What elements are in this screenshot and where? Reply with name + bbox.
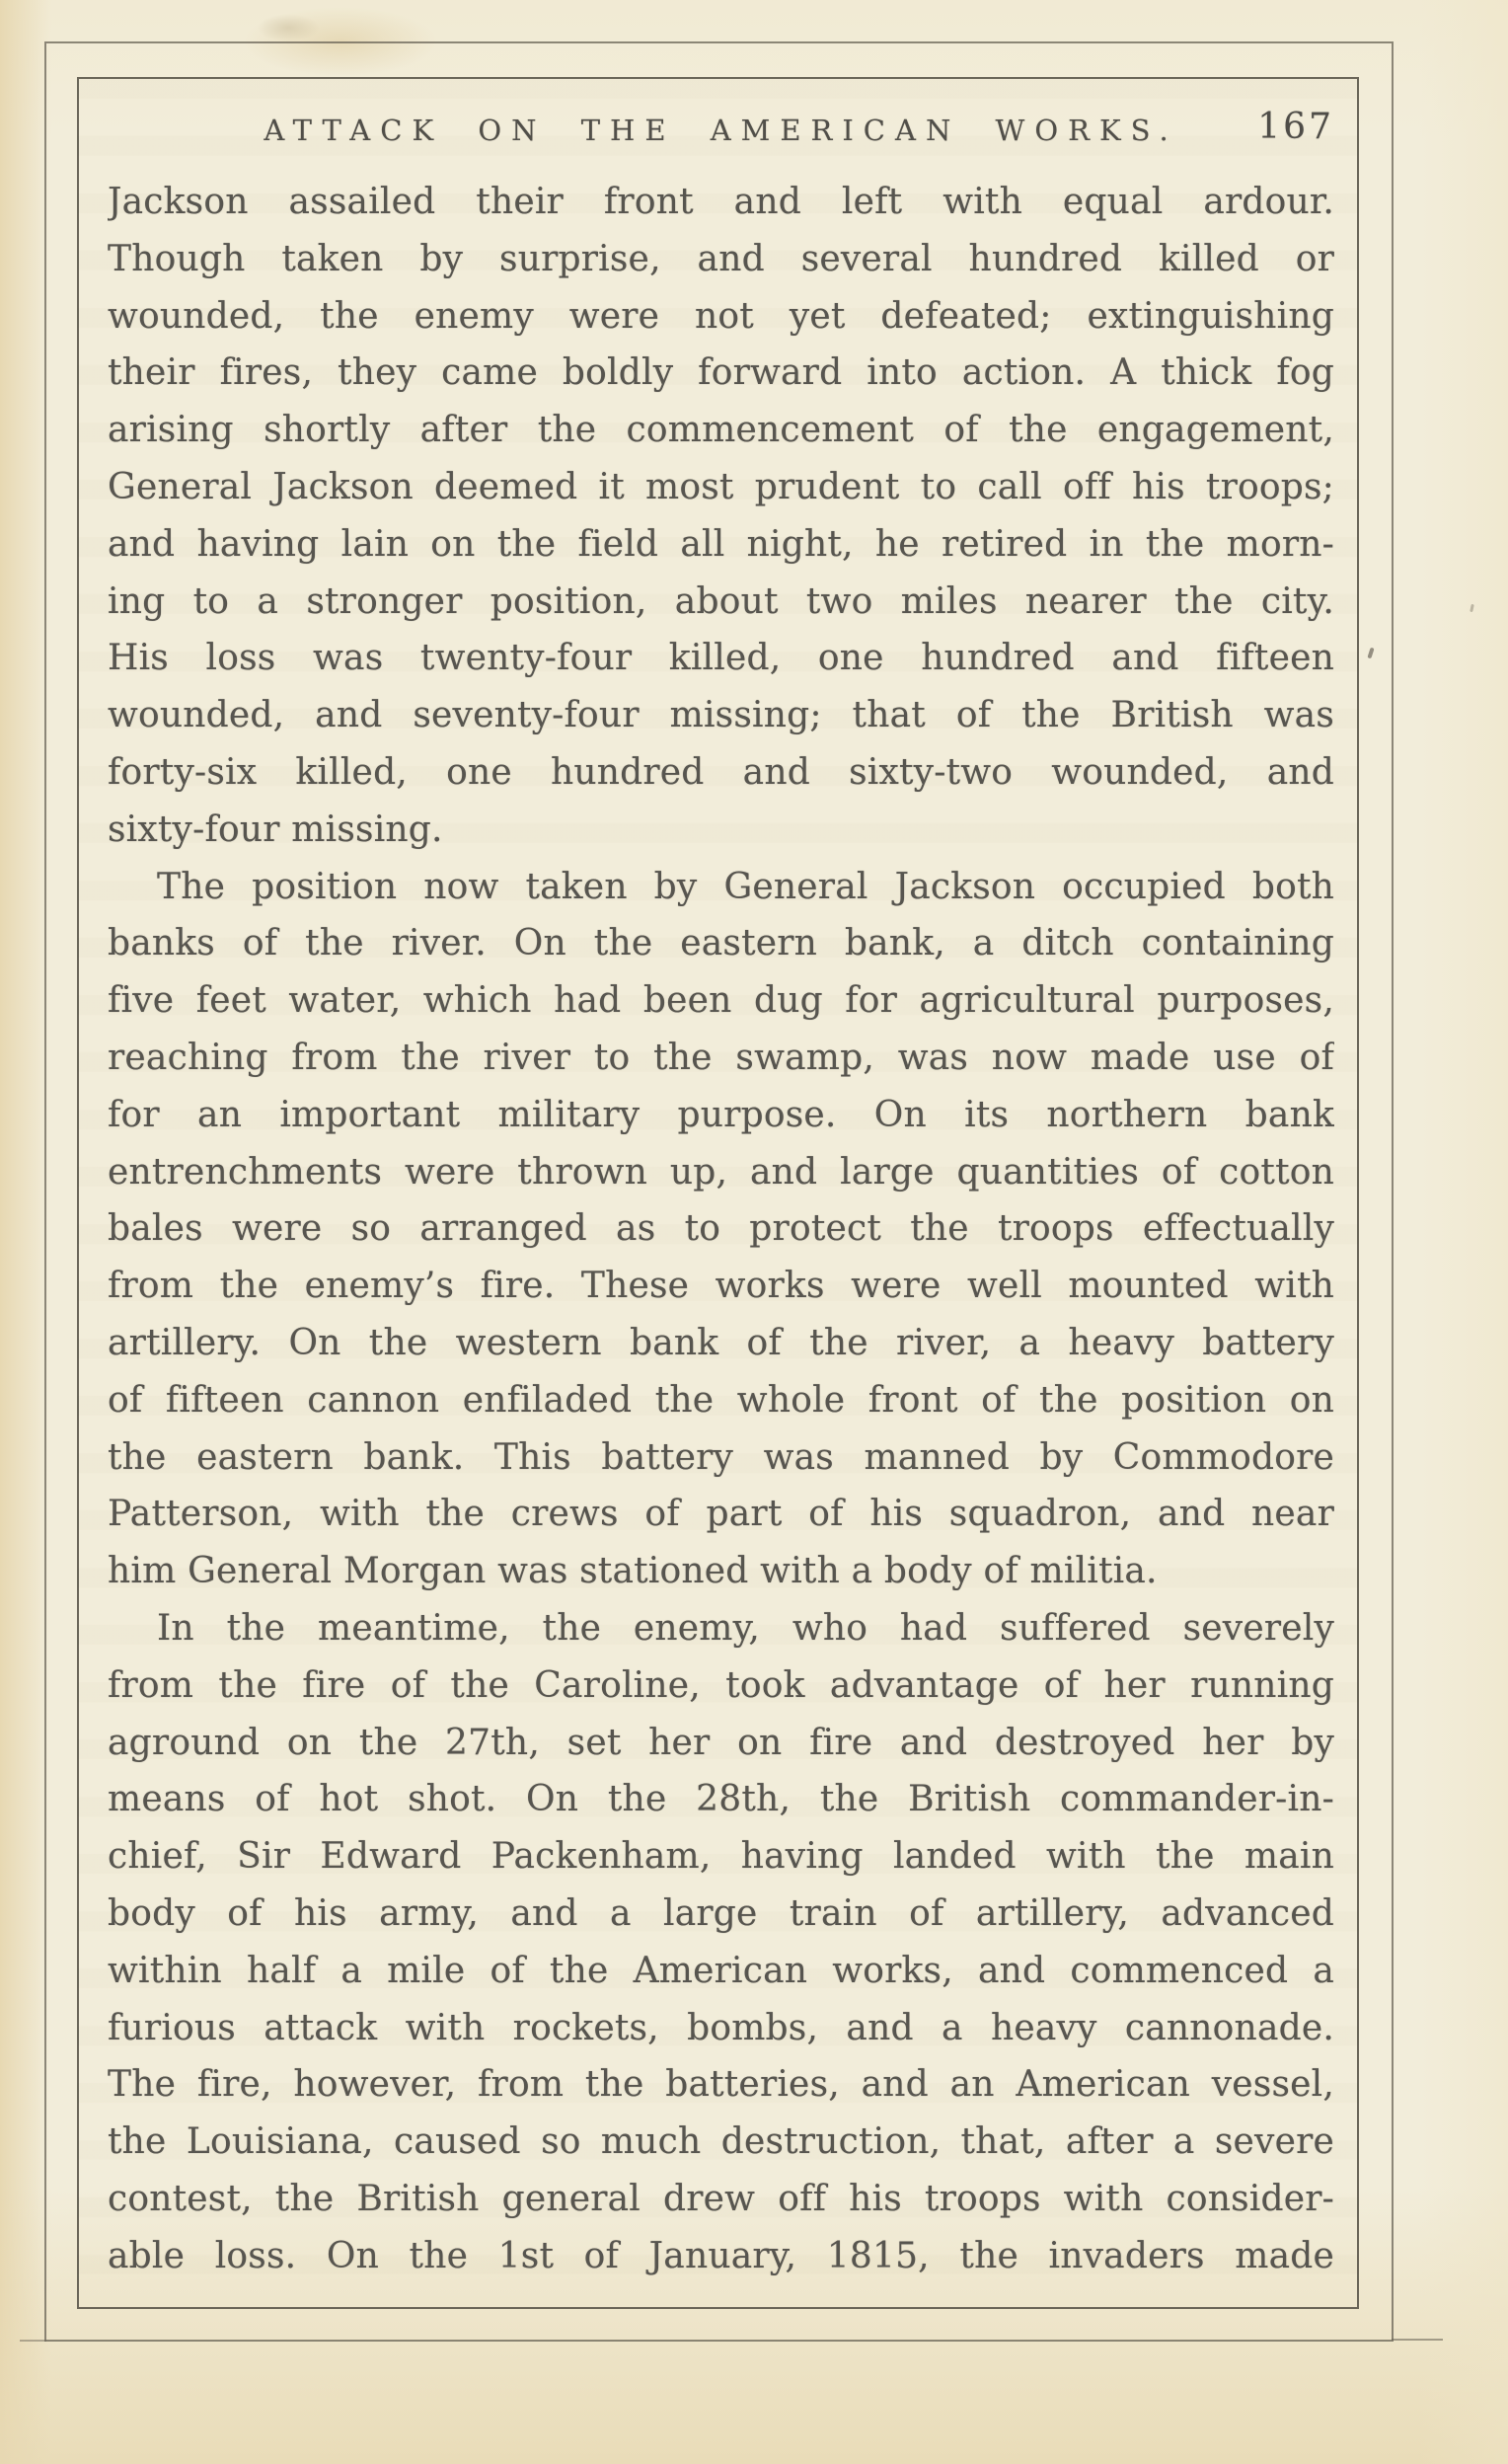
text-line: Jackson assailed their front and left with equal ardour. [108,182,1334,222]
text-line: furious attack with rockets, bombs, and a heavy cannonade. [108,2007,1334,2048]
text-line: able loss. On the 1st of January, 1815, the invaders made [108,2235,1334,2276]
running-head-title: ATTACK ON THE AMERICAN WORKS. [264,114,1178,147]
text-line: from the fire of the Caroline, took advantage of her running [108,1664,1334,1706]
text-line: forty-six killed, one hundred and sixty-two wounded, and [108,751,1334,793]
text-line: Though taken by surprise, and several hundred killed or [108,238,1334,279]
paragraph [108,174,1334,859]
text-line: In the meantime, the enemy, who had suffered severely [157,1607,1334,1649]
text-line: body of his army, and a large train of artillery, advanced [108,1892,1334,1934]
text-line: General Jackson deemed it most prudent to call off his troops; [108,466,1334,507]
text-line: the Louisiana, caused so much destruction, that, after a severe [108,2121,1334,2163]
inner-border-frame [77,77,1359,2309]
body-text [108,174,1334,2284]
page-number: 167 [1257,107,1334,147]
bottom-rule-overshoot [1392,2339,1443,2341]
running-header [108,109,1334,152]
text-line: The position now taken by General Jackson occupied both [157,866,1334,907]
text-line: arising shortly after the commencement of the engagement, [108,410,1334,451]
text-line: contest, the British general drew off his troops with consider- [108,2178,1334,2219]
text-line: entrenchments were thrown up, and large quantities of cotton [108,1151,1334,1193]
text-line: of fifteen cannon enfiladed the whole front of the position on [108,1379,1334,1421]
text-line: from the enemy’s fire. These works were well mounted with [108,1266,1334,1307]
text-line: sixty-four missing. [108,808,443,850]
text-line: wounded, and seventy-four missing; that of the British was [108,695,1334,736]
text-line: wounded, the enemy were not yet defeated; extinguishing [108,295,1334,337]
text-line: him General Morgan was stationed with a body of militia. [108,1551,1158,1592]
text-line: and having lain on the field all night, he retired in the morn- [108,523,1334,565]
text-line: five feet water, which had been dug for agricultural purposes, [108,980,1334,1022]
paragraph [108,1600,1334,2285]
text-line: bales were so arranged as to protect the troops effectually [108,1208,1334,1250]
text-line: Patterson, with the crews of part of his squadron, and near [108,1494,1334,1535]
text-line: reaching from the river to the swamp, was now made use of [108,1037,1334,1078]
text-line: means of hot shot. On the 28th, the British commander-in- [108,1779,1334,1820]
text-line: for an important military purpose. On its northern bank [108,1094,1334,1135]
text-line: The fire, however, from the batteries, and an American vessel, [108,2064,1334,2106]
bottom-rule-overshoot-left [20,2340,46,2342]
ink-speck [1470,604,1474,612]
text-line: aground on the 27th, set her on fire and destroyed her by [108,1722,1334,1763]
text-line: artillery. On the western bank of the river, a heavy battery [108,1322,1334,1363]
paragraph [108,859,1334,1600]
text-line: His loss was twenty-four killed, one hundred and fifteen [108,638,1334,679]
text-line: the eastern bank. This battery was manned by Commodore [108,1436,1334,1478]
text-line: banks of the river. On the eastern bank, a ditch containing [108,923,1334,964]
text-line: their fires, they came boldly forward into action. A thick fog [108,352,1334,394]
text-line: chief, Sir Edward Packenham, having landed with the main [108,1836,1334,1878]
text-line: within half a mile of the American works, and commenced a [108,1950,1334,1991]
text-line: ing to a stronger position, about two miles nearer the city. [108,580,1334,622]
